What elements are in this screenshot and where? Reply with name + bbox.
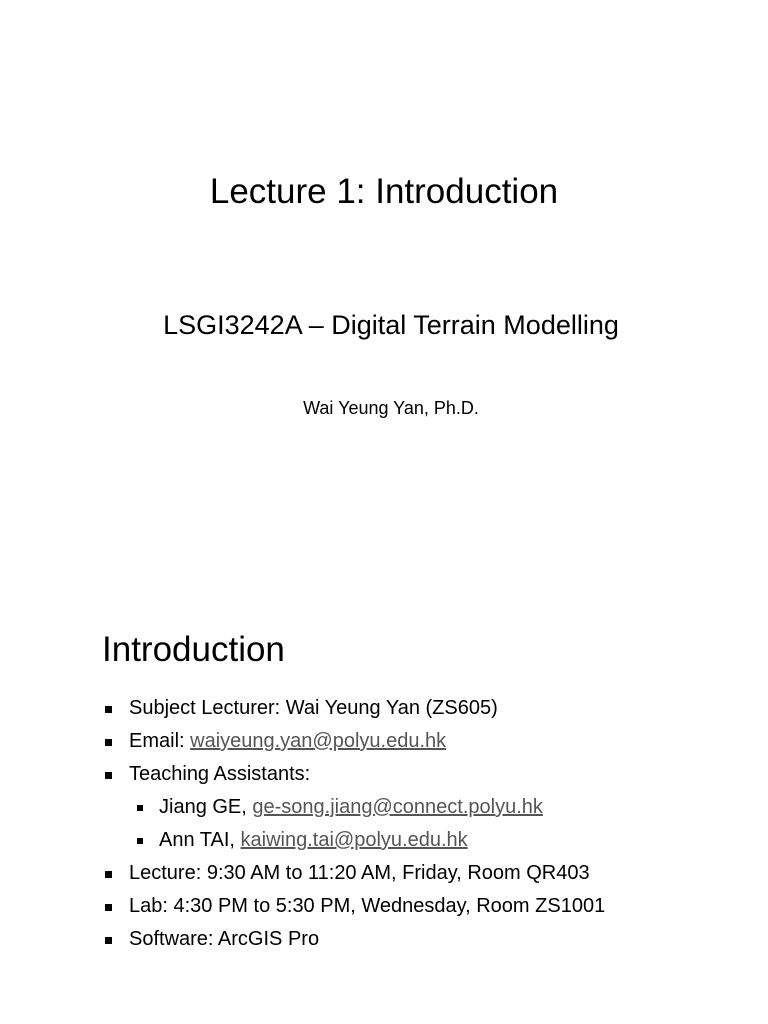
email-label: Email: (129, 730, 191, 752)
ta-jiang-email-link[interactable]: ge-song.jiang@connect.polyu.hk (252, 796, 543, 818)
lecturer-email-link[interactable]: waiyeung.yan@polyu.edu.hk (190, 730, 447, 752)
ta-name: Ann TAI, (159, 829, 241, 851)
author-name: Wai Yeung Yan, Ph.D. (303, 398, 479, 418)
ta-ann-email-link[interactable]: kaiwing.tai@polyu.edu.hk (240, 829, 468, 851)
square-bullet-icon (137, 805, 143, 811)
list-item-text: Software: ArcGIS Pro (129, 928, 320, 950)
square-bullet-icon (105, 904, 112, 911)
square-bullet-icon (105, 937, 112, 944)
list-item-text (159, 826, 468, 854)
square-bullet-icon (105, 706, 112, 713)
square-bullet-icon (137, 838, 143, 844)
square-bullet-icon (105, 772, 112, 779)
list-item-text: Teaching Assistants: (129, 763, 311, 785)
list-item-text: Lecture: 9:30 AM to 11:20 AM, Friday, Room QR403 (129, 862, 590, 884)
ta-name: Jiang GE, (159, 796, 253, 818)
list-item-text: Lab: 4:30 PM to 5:30 PM, Wednesday, Room ZS1001 (129, 895, 606, 917)
course-title: LSGI3242A – Digital Terrain Modelling (163, 310, 619, 340)
lecture-title: Lecture 1: Introduction (209, 172, 559, 211)
list-item-text: Subject Lecturer: Wai Yeung Yan (ZS605) (129, 697, 498, 719)
square-bullet-icon (105, 739, 112, 746)
list-item-text (129, 727, 446, 755)
square-bullet-icon (105, 871, 112, 878)
introduction-heading: Introduction (102, 630, 285, 669)
list-item-text (159, 793, 543, 821)
